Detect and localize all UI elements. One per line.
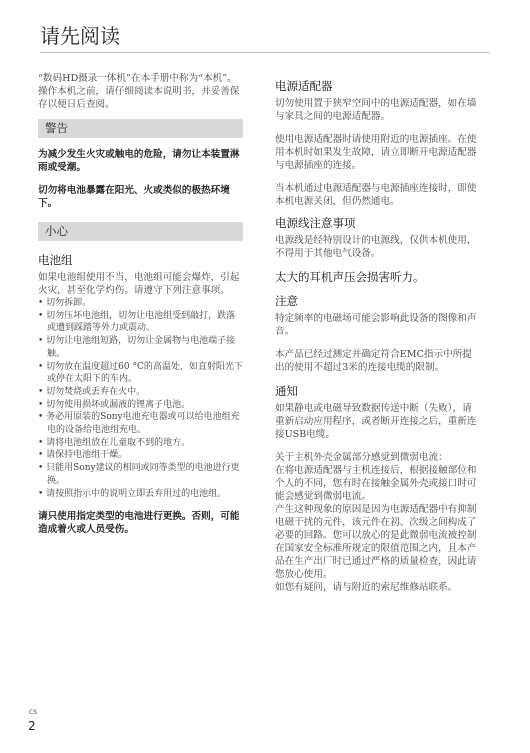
notice-paragraph-1: 特定频率的电磁场可能会影响此设备的图像和声音。: [275, 313, 477, 337]
list-item: • 切勿焚烧或丢弃在火中。: [38, 386, 243, 399]
warning-heading: 警告: [38, 119, 243, 138]
list-item: • 请保持电池组干燥。: [38, 449, 243, 462]
list-item: • 只能用Sony建议的相同或同等类型的电池进行更换。: [38, 462, 243, 487]
title-divider: [40, 52, 490, 53]
caution-heading: 小心: [38, 222, 243, 241]
battery-heading: 电池组: [38, 253, 73, 267]
intro-paragraph-2: 操作本机之前，请仔细阅读本说明书，并妥善保存以便日后查阅。: [38, 86, 240, 110]
language-code: CS: [29, 709, 37, 716]
notify-heading: 通知: [275, 384, 298, 398]
list-item: • 切勿使用损坏或漏液的锂离子电池。: [38, 399, 243, 412]
battery-warning: 请只使用指定类型的电池进行更换。否则，可能造成着火或人员受伤。: [38, 511, 240, 536]
page-number: 2: [28, 719, 36, 733]
warning-text-1: 为减少发生火灾或触电的危险，请勿让本装置淋雨或受潮。: [38, 149, 240, 173]
list-item: • 请按照指示中的说明立即丢弃用过的电池组。: [38, 488, 243, 501]
shock-paragraph-1: 关于主机外壳金属部分感觉到微弱电流：: [275, 452, 448, 463]
adapter-paragraph-2: 使用电源适配器时请使用附近的电源插座。在使用本机时如果发生故障，请立即断开电源适配器与电源插座的连接。: [275, 134, 477, 171]
adapter-heading: 电源适配器: [275, 79, 333, 93]
battery-paragraph: 如果电池组使用不当，电池组可能会爆炸，引起火灾，甚至化学灼伤。请遵守下列注意事项。: [38, 272, 240, 296]
list-item: • 切勿压坏电池组，切勿让电池组受到敲打，跌落或遭到踩踏等外力或震动。: [38, 310, 243, 335]
earphone-heading: 太大的耳机声压会损害听力。: [275, 270, 425, 284]
shock-paragraph-3: 产生这种现象的原因是因为电源适配器中有抑制电磁干扰的元件，该元件在初、次级之间构成了必要的回路。您可以放心的是此微弱电流被控制在国家安全标准所规定的限值范围之内，且本产品在生产出厂时已通过严格的质量检查，因此请您放心使用。: [275, 504, 477, 580]
list-item: • 请将电池组放在儿童取不到的地方。: [38, 437, 243, 450]
intro-paragraph-1: “数码HD摄录一体机”在本手册中称为“本机”。: [38, 73, 237, 84]
list-item: • 切勿放在温度超过60 °C的高温处，如直射阳光下或停在太阳下的车内。: [38, 361, 243, 386]
notice-paragraph-2: 本产品已经过测定并确定符合EMC指示中所提出的使用不超过3米的连接电缆的限制。: [275, 349, 472, 373]
cord-paragraph: 电源线是经特别设计的电源线，仅供本机使用，不得用于其他电气设备。: [275, 235, 477, 259]
shock-paragraph-4: 如您有疑问，请与附近的索尼维修站联系。: [275, 582, 458, 593]
list-item: • 切勿拆卸。: [38, 297, 243, 310]
notify-paragraph: 如果静电或电磁导致数据传送中断（失败），请重新启动应用程序，或者断开连接之后，重新连接USB电缆。: [275, 403, 477, 440]
adapter-paragraph-1: 切勿使用置于狭窄空间中的电源适配器，如在墙与家具之间的电源适配器。: [275, 98, 477, 122]
list-item: • 务必用原装的Sony电池充电器或可以给电池组充电的设备给电池组充电。: [38, 411, 243, 436]
page-title: 请先阅读: [40, 24, 120, 48]
warning-text-2: 切勿将电池暴露在阳光、火或类似的极热环境下。: [38, 185, 230, 209]
shock-paragraph-2: 在将电源适配器与主机连接后，根据接触部位和个人的不同，您有时在接触金属外壳或接口时可能会感觉到微弱电流。: [275, 465, 477, 502]
cord-heading: 电源线注意事项: [275, 216, 356, 230]
list-item: • 切勿让电池组短路，切勿让金属物与电池端子接触。: [38, 335, 243, 360]
right-column: [275, 79, 480, 594]
notice-heading: 注意: [275, 294, 298, 308]
left-column: [38, 72, 243, 536]
adapter-paragraph-3: 当本机通过电源适配器与电源插座连接时，即使本机电源关闭，但仍然通电。: [275, 183, 477, 207]
